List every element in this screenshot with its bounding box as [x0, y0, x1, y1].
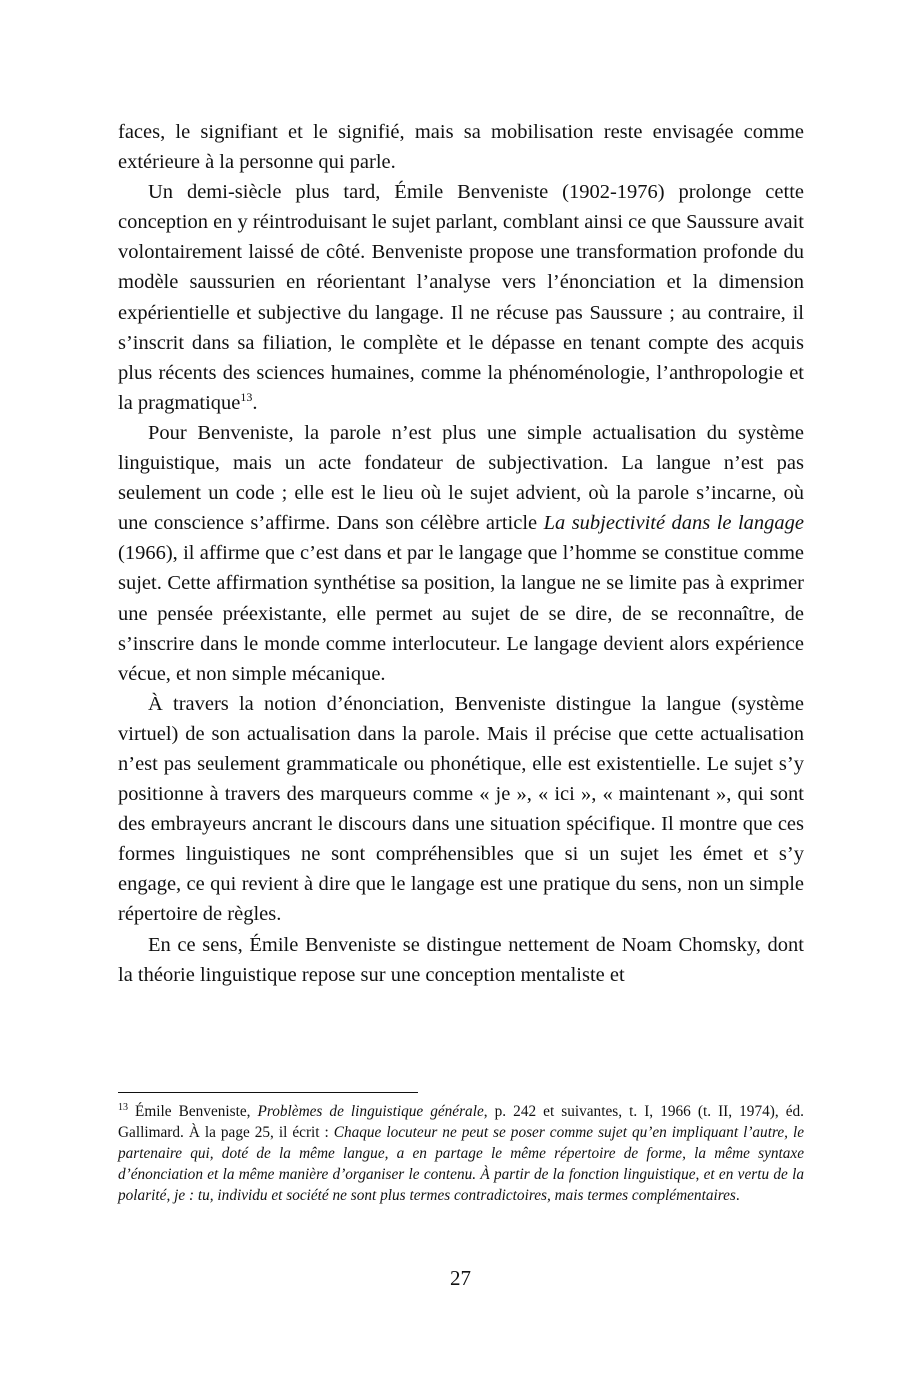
footnote-reference[interactable]: 13: [240, 390, 253, 405]
paragraph-text: En ce sens, Émile Benveniste se distingue nettement de Noam Chomsky, dont la théorie linguistique repose sur une conception mentaliste et: [118, 933, 804, 986]
paragraph-end-punctuation: .: [252, 391, 258, 414]
paragraph-text: À travers la notion d’énonciation, Benveniste distingue la langue (système virtuel) de son actualisation dans la parole. Mais il précise que cette actualisation n’est pas seulement grammaticale ou phonétique, elle est existentielle. Le sujet s’y positionne à travers des marqueurs comme « je », « ici », « maintenant », qui sont des embrayeurs ancrant le discours dans une situation spécifique. Il montre que ces formes linguistiques ne sont compréhensibles que si un sujet les émet et s’y engage, ce qui revient à dire que le langage est une pratique du sens, non un simple répertoire de règles.: [118, 692, 804, 926]
footnote-separator: [118, 1092, 418, 1093]
paragraph-benveniste-intro: [118, 177, 804, 418]
footnote-quote: Chaque locuteur ne peut se poser comme sujet qu’en impliquant l’autre, le partenaire qui, doté de la même langue, a en partage le même répertoire de forme, la même syntaxe d’énonciation et la même manière d’organiser le contenu. À partir de la fonction linguistique, et en vertu de la polarité, je : tu, individu et société ne sont plus termes contradictoires, mais termes complémentaires: [118, 1124, 804, 1204]
main-text-column: [118, 117, 804, 990]
paragraph-text: faces, le signifiant et le signifié, mais sa mobilisation reste envisagée comme extérieure à la personne qui parle.: [118, 121, 804, 174]
paragraph-text: Un demi-siècle plus tard, Émile Benveniste (1902-1976) prolonge cette conception en y réintroduisant le sujet parlant, comblant ainsi ce que Saussure avait volontairement laissé de côté. Benveniste propose une transformation profonde du modèle saussurien en réorientant l’analyse vers l’énonciation et la dimension expérientielle et subjective du langage. Il ne récuse pas Saussure ; au contraire, il s’inscrit dans sa filiation, le complète et le dépasse en tenant compte des acquis plus récents des sciences humaines, comme la phénoménologie, l’anthropologie et la pragmatique: [118, 181, 804, 414]
footnote-text: Émile Benveniste,: [128, 1103, 258, 1120]
paragraph-chomsky: [118, 930, 804, 990]
footnote-work-title: Problèmes de linguistique générale: [257, 1103, 484, 1120]
footnote: [118, 1101, 804, 1206]
page-number: 27: [450, 1266, 471, 1290]
footnote-number: 13: [118, 1101, 128, 1113]
paragraph-continuation: [118, 117, 804, 177]
footnote-text: , p. 242 et suivantes, t. I, 1966 (t. II, 1974), éd. Gallimard. À la page 25, il écrit :: [118, 1103, 804, 1141]
footnote-end-punctuation: .: [735, 1187, 740, 1204]
paragraph-text: Pour Benveniste, la parole n’est plus une simple actualisation du système linguistique, mais un acte fondateur de subjectivation. La langue n’est pas seulement un code ; elle est le lieu où le sujet advient, où la parole s’incarne, où une conscience s’affirme. Dans son célèbre article: [118, 421, 804, 535]
paragraph-text: (1966), il affirme que c’est dans et par le langage que l’homme se constitue comme sujet. Cette affirmation synthétise sa position, la langue ne se limite pas à exprimer une pensée préexistante, elle permet au sujet de se dire, de se reconnaître, de s’inscrire dans le monde comme interlocuteur. Le langage devient alors expérience vécue, et non simple mécanique.: [118, 542, 804, 685]
paragraph-parole-subjectivation: [118, 418, 804, 689]
paragraph-enonciation: [118, 689, 804, 930]
article-title: La subjectivité dans le langage: [543, 512, 804, 535]
